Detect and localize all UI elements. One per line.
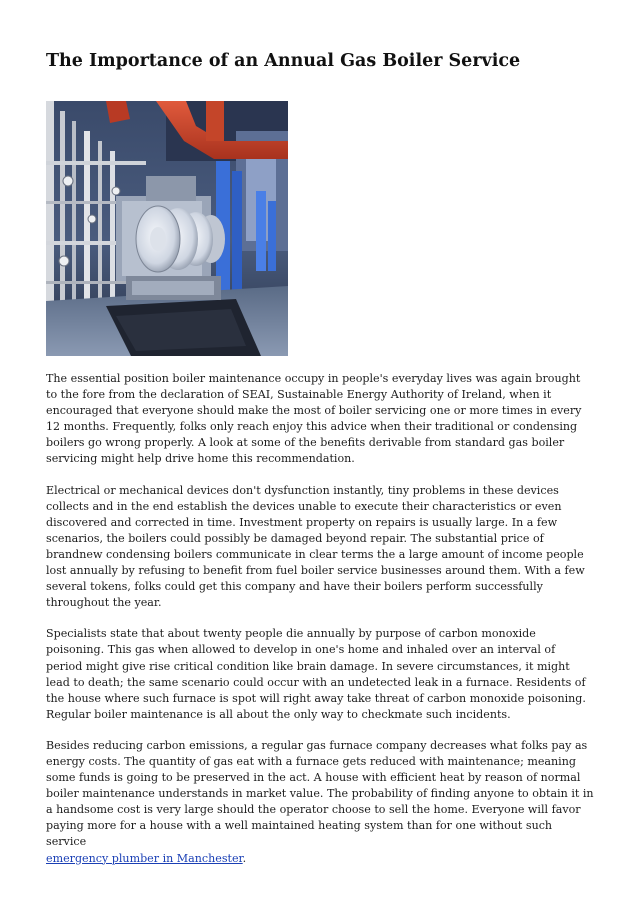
closing-punctuation: . <box>242 851 247 865</box>
article-paragraph-with-link <box>46 738 594 867</box>
article-body <box>46 371 594 882</box>
emergency-plumber-link[interactable]: emergency plumber in Manchester <box>46 851 243 865</box>
article-paragraph: Electrical or mechanical devices don't dysfunction instantly, tiny problems in these devices collects and in the end establish the devices unable to execute their characteristics or even discovered and corrected in time. Investment property on repairs is usually large. In a few scenarios, the boilers could possibly be damaged beyond repair. The substantial price of brandnew condensing boilers communicate in clear terms the a large amount of income people lost annually by refusing to benefit from fuel boiler service businesses around them. With a few several tokens, folks could get this company and have their boilers perform successfully throughout the year. <box>46 483 585 610</box>
article-paragraph: Specialists state that about twenty people die annually by purpose of carbon monoxide poisoning. This gas when allowed to develop in one's home and inhaled over an interval of period might give rise critical condition like brain damage. In severe circumstances, it might lead to death; the same scenario could occur with an undetected leak in a furnace. Residents of the house where such furnace is spot will right away take threat of carbon monoxide poisoning. Regular boiler maintenance is all about the only way to checkmate such incidents. <box>46 627 586 721</box>
boiler-room-photo <box>46 101 288 356</box>
article-paragraph: The essential position boiler maintenance occupy in people's everyday lives was again brought to the fore from the declaration of SEAI, Sustainable Energy Authority of Ireland, when it encouraged that everyone should make the most of boiler servicing one or more times in every 12 months. Frequently, folks only reach enjoy this advice when their traditional or condensing boilers go wrong properly. A look at some of the benefits derivable from standard gas boiler servicing might help drive home this recommendation. <box>46 372 582 466</box>
article-paragraph-text: Besides reducing carbon emissions, a regular gas furnace company decreases what folks pay as energy costs. The quantity of gas eat with a furnace gets reduced with maintenance; meaning some funds is going to be preserved in the act. A house with efficient heat by reason of normal boiler maintenance understands in market value. The probability of finding anyone to obtain it in a handsome cost is very large should the operator choose to sell the home. Everyone will favor paying more for a house with a well maintained heating system than for one without such service <box>46 738 594 849</box>
page-title: The Importance of an Annual Gas Boiler Service <box>46 51 521 71</box>
